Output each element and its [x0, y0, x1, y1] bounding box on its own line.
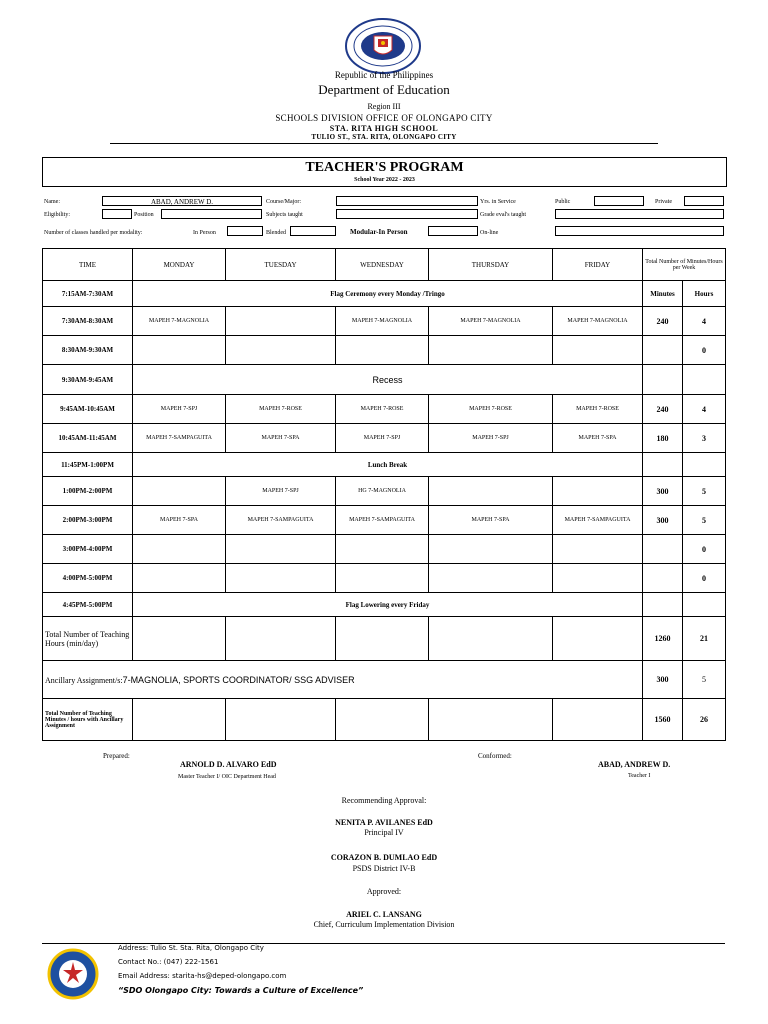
class-cell[interactable]: [553, 336, 643, 365]
grade-field[interactable]: [555, 209, 724, 219]
school-name: STA. RITA HIGH SCHOOL: [329, 124, 439, 133]
minutes-cell: 300: [643, 477, 683, 506]
position-field[interactable]: [161, 209, 262, 219]
approved-label: Approved:: [366, 887, 402, 896]
empty-cell: [133, 617, 226, 661]
minutes-header: Minutes: [643, 281, 683, 307]
conformed-name: ABAD, ANDREW D.: [598, 760, 671, 769]
minutes-cell: [643, 564, 683, 593]
col-header-1: MONDAY: [133, 249, 226, 281]
department-title: Department of Education: [318, 82, 450, 97]
table-row: [43, 336, 726, 365]
class-cell[interactable]: MAPEH 7-ROSE: [226, 395, 336, 424]
footer-slogan: “SDO Olongapo City: Towards a Culture of Excellence”: [118, 986, 364, 995]
table-row: [43, 424, 726, 453]
empty-cell: [553, 617, 643, 661]
class-cell[interactable]: [336, 564, 429, 593]
hours-cell: 0: [683, 336, 726, 365]
blended-field[interactable]: [290, 226, 336, 236]
class-cell[interactable]: [226, 307, 336, 336]
table-row: [43, 477, 726, 506]
class-cell[interactable]: MAPEH 7-MAGNOLIA: [429, 307, 553, 336]
span-cell: Lunch Break: [133, 453, 643, 477]
col-header-0: TIME: [43, 249, 133, 281]
hours-cell: 0: [683, 564, 726, 593]
class-cell[interactable]: [553, 535, 643, 564]
minutes-cell: 240: [643, 395, 683, 424]
time-cell: 9:30AM-9:45AM: [43, 365, 133, 395]
table-row: [43, 307, 726, 336]
deped-seal-logo: [345, 18, 421, 74]
time-cell: 10:45AM-11:45AM: [43, 424, 133, 453]
hours-cell: 4: [683, 307, 726, 336]
time-cell: 9:45AM-10:45AM: [43, 395, 133, 424]
col-header-3: WEDNESDAY: [336, 249, 429, 281]
division-text: SCHOOLS DIVISION OFFICE OF OLONGAPO CITY: [275, 113, 493, 123]
time-cell: 4:00PM-5:00PM: [43, 564, 133, 593]
conformed-title: Teacher I: [628, 773, 651, 779]
recommender-1-name: NENITA P. AVILANES EdD: [335, 818, 433, 827]
prepared-label: Prepared:: [103, 752, 130, 760]
class-cell[interactable]: [133, 477, 226, 506]
prepared-title: Master Teacher I/ OIC Department Head: [178, 774, 276, 780]
total-ancillary-row: [43, 699, 726, 741]
table-row: [43, 564, 726, 593]
ancillary-hours: 5: [683, 661, 726, 699]
subjects-field[interactable]: [336, 209, 478, 219]
minutes-cell: 180: [643, 424, 683, 453]
eligibility-field[interactable]: [102, 209, 132, 219]
class-cell[interactable]: MAPEH 7-ROSE: [553, 395, 643, 424]
time-cell: 3:00PM-4:00PM: [43, 535, 133, 564]
public-field[interactable]: [594, 196, 644, 206]
table-header-row: [43, 249, 726, 281]
grand-total-minutes: 1560: [643, 699, 683, 741]
total-ancillary-label: Total Number of Teaching Minutes / hours with Ancillary Assignment: [43, 699, 133, 741]
table-row: [43, 506, 726, 535]
name-field[interactable]: ABAD, ANDREW D.: [102, 196, 262, 206]
total-hours: 21: [683, 617, 726, 661]
class-cell[interactable]: MAPEH 7-SPA: [553, 424, 643, 453]
empty-cell: [553, 699, 643, 741]
public-label: Public: [555, 199, 571, 205]
minutes-cell: [643, 535, 683, 564]
hours-cell: 5: [683, 506, 726, 535]
region-text: Region III: [367, 102, 401, 111]
hours-cell: 4: [683, 395, 726, 424]
footer-address: Address: Tulio St. Sta. Rita, Olongapo City: [118, 944, 264, 952]
course-label: Course/Major:: [266, 199, 301, 205]
class-cell[interactable]: [429, 336, 553, 365]
class-cell[interactable]: [336, 535, 429, 564]
class-cell[interactable]: [553, 564, 643, 593]
class-cell[interactable]: MAPEH 7-SPJ: [429, 424, 553, 453]
title-box: [42, 157, 727, 187]
total-teaching-label: Total Number of Teaching Hours (min/day): [43, 617, 133, 661]
name-label: Name:: [44, 199, 60, 205]
table-row: [43, 453, 726, 477]
recommender-2-name: CORAZON B. DUMLAO EdD: [330, 853, 438, 862]
hours-cell: [683, 593, 726, 617]
time-cell: 1:00PM-2:00PM: [43, 477, 133, 506]
class-cell[interactable]: [226, 336, 336, 365]
col-header-5: FRIDAY: [553, 249, 643, 281]
modular-field[interactable]: [428, 226, 478, 236]
hours-cell: [683, 453, 726, 477]
inperson-label: In Person: [193, 230, 216, 236]
private-field[interactable]: [684, 196, 724, 206]
class-cell[interactable]: MAPEH 7-MAGNOLIA: [336, 307, 429, 336]
header-divider: [110, 143, 658, 144]
empty-cell: [429, 699, 553, 741]
class-cell[interactable]: MAPEH 7-SAMPAGUITA: [133, 424, 226, 453]
blended-label: Blended: [266, 230, 286, 236]
ancillary-value: 7-MAGNOLIA, SPORTS COORDINATOR/ SSG ADVISER: [122, 674, 355, 685]
private-label: Private: [655, 199, 672, 205]
class-cell[interactable]: [133, 564, 226, 593]
empty-cell: [226, 617, 336, 661]
class-cell[interactable]: MAPEH 7-ROSE: [336, 395, 429, 424]
hours-cell: [683, 365, 726, 395]
recommending-label: Recommending Approval:: [341, 796, 427, 805]
approver-name: ARIEL C. LANSANG: [346, 910, 422, 919]
class-cell[interactable]: [133, 336, 226, 365]
minutes-cell: 300: [643, 506, 683, 535]
class-cell[interactable]: [429, 477, 553, 506]
class-cell[interactable]: [133, 535, 226, 564]
conformed-label: Conformed:: [478, 752, 512, 760]
ancillary-label: Ancillary Assignment/s:: [45, 675, 123, 685]
empty-cell: [429, 617, 553, 661]
eligibility-label: Eligibility:: [44, 212, 71, 218]
hours-cell: 3: [683, 424, 726, 453]
ancillary-minutes: 300: [643, 661, 683, 699]
footer-contact: Contact No.: (047) 222-1561: [118, 958, 219, 966]
class-cell[interactable]: [429, 564, 553, 593]
total-minutes: 1260: [643, 617, 683, 661]
modular-label: Modular-In Person: [350, 228, 408, 236]
total-teaching-row: [43, 617, 726, 661]
class-cell[interactable]: [429, 535, 553, 564]
subjects-label: Subjects taught: [266, 212, 303, 218]
prepared-name: ARNOLD D. ALVARO EdD: [180, 760, 277, 769]
table-row: [43, 365, 726, 395]
span-cell: Flag Lowering every Friday: [133, 593, 643, 617]
col-header-6: Total Number of Minutes/Hours per Week: [643, 249, 726, 281]
class-cell[interactable]: MAPEH 7-SPJ: [226, 477, 336, 506]
class-cell[interactable]: [226, 564, 336, 593]
school-logo: [44, 948, 102, 1000]
grade-label: Grade eval's taught: [480, 212, 527, 218]
yrs-service-label: Yrs. in Service: [480, 199, 516, 205]
program-title: TEACHER'S PROGRAM: [305, 160, 464, 175]
class-cell[interactable]: MAPEH 7-MAGNOLIA: [553, 307, 643, 336]
time-cell: 7:30AM-8:30AM: [43, 307, 133, 336]
time-cell: 4:45PM-5:00PM: [43, 593, 133, 617]
span-cell: Recess: [133, 365, 643, 395]
time-cell: 2:00PM-3:00PM: [43, 506, 133, 535]
class-cell[interactable]: MAPEH 7-SAMPAGUITA: [336, 506, 429, 535]
class-cell[interactable]: MAPEH 7-SPA: [226, 424, 336, 453]
ancillary-cell: [43, 661, 643, 699]
minutes-cell: [643, 336, 683, 365]
class-cell[interactable]: [226, 535, 336, 564]
hours-header: Hours: [683, 281, 726, 307]
online-field[interactable]: [555, 226, 724, 236]
col-header-4: THURSDAY: [429, 249, 553, 281]
minutes-cell: [643, 365, 683, 395]
school-address: TULIO ST., STA. RITA, OLONGAPO CITY: [311, 133, 457, 141]
online-label: On-line: [480, 230, 499, 236]
class-cell[interactable]: MAPEH 7-SPA: [133, 506, 226, 535]
table-row: [43, 281, 726, 307]
minutes-cell: [643, 593, 683, 617]
classes-label: Number of classes handled per modality:: [44, 230, 143, 236]
position-label: Position: [134, 212, 154, 218]
school-year: School Year 2022 - 2023: [354, 177, 415, 183]
time-cell: 11:45PM-1:00PM: [43, 453, 133, 477]
class-cell[interactable]: MAPEH 7-SAMPAGUITA: [553, 506, 643, 535]
class-cell[interactable]: HG 7-MAGNOLIA: [336, 477, 429, 506]
grand-total-hours: 26: [683, 699, 726, 741]
empty-cell: [226, 699, 336, 741]
inperson-field[interactable]: [227, 226, 263, 236]
empty-cell: [336, 617, 429, 661]
hours-cell: 5: [683, 477, 726, 506]
empty-cell: [133, 699, 226, 741]
recommender-1-title: Principal IV: [364, 828, 404, 837]
class-cell[interactable]: [336, 336, 429, 365]
table-row: [43, 535, 726, 564]
empty-cell: [336, 699, 429, 741]
table-row: [43, 593, 726, 617]
hours-cell: 0: [683, 535, 726, 564]
class-cell[interactable]: MAPEH 7-MAGNOLIA: [133, 307, 226, 336]
course-field[interactable]: [336, 196, 478, 206]
class-cell[interactable]: MAPEH 7-SPJ: [133, 395, 226, 424]
ancillary-row: [43, 661, 726, 699]
time-cell: 8:30AM-9:30AM: [43, 336, 133, 365]
class-cell[interactable]: [553, 477, 643, 506]
class-cell[interactable]: MAPEH 7-SPA: [429, 506, 553, 535]
schedule-table: [42, 248, 726, 741]
republic-text: Republic of the Philippines: [334, 70, 434, 80]
footer-email[interactable]: Email Address: starita-hs@deped-olongapo.com: [118, 972, 287, 980]
minutes-cell: [643, 453, 683, 477]
time-cell: 7:15AM-7:30AM: [43, 281, 133, 307]
table-row: [43, 395, 726, 424]
span-cell: Flag Ceremony every Monday /Tringo: [133, 281, 643, 307]
class-cell[interactable]: MAPEH 7-SAMPAGUITA: [226, 506, 336, 535]
class-cell[interactable]: MAPEH 7-ROSE: [429, 395, 553, 424]
minutes-cell: 240: [643, 307, 683, 336]
col-header-2: TUESDAY: [226, 249, 336, 281]
class-cell[interactable]: MAPEH 7-SPJ: [336, 424, 429, 453]
recommender-2-title: PSDS District IV-B: [352, 864, 416, 873]
approver-title: Chief, Curriculum Implementation Division: [313, 920, 455, 929]
